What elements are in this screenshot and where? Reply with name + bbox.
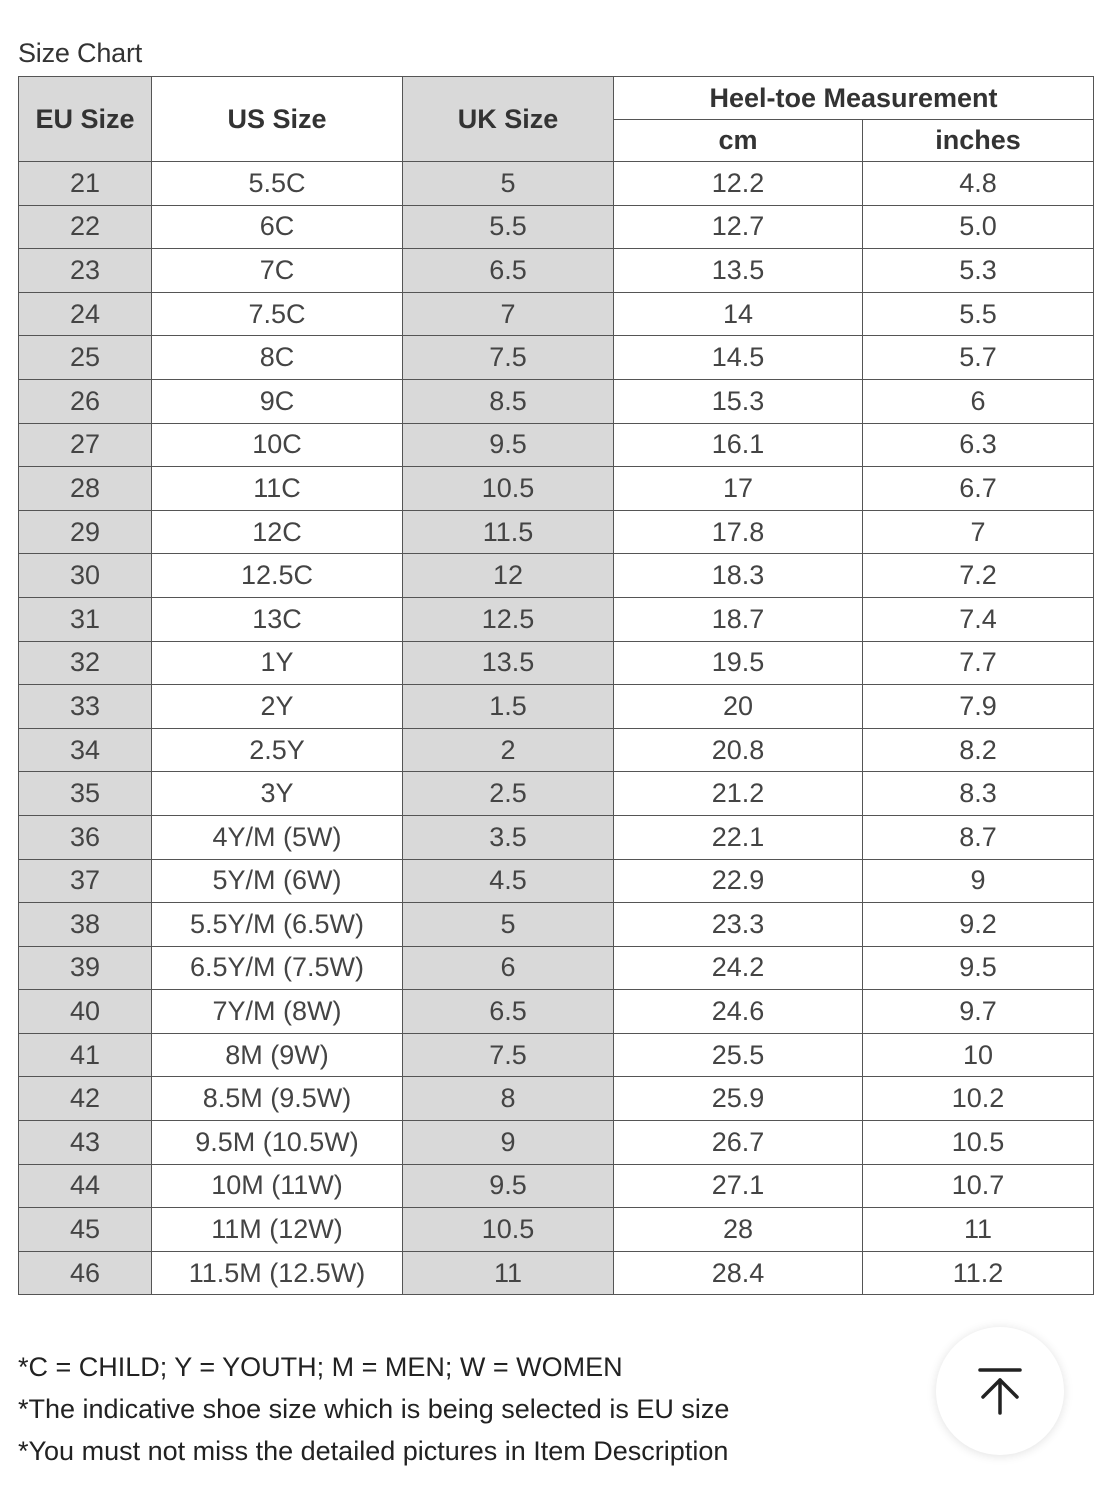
cell-uk: 9 [403, 1121, 614, 1165]
cell-us: 7.5C [152, 292, 403, 336]
note-eu-size: *The indicative shoe size which is being selected is EU size [18, 1394, 730, 1424]
cell-eu: 32 [19, 641, 152, 685]
cell-us: 13C [152, 597, 403, 641]
cell-inches: 9 [863, 859, 1094, 903]
header-eu-size: EU Size [19, 77, 152, 162]
header-cm: cm [614, 120, 863, 162]
cell-cm: 28 [614, 1208, 863, 1252]
cell-uk: 7.5 [403, 1033, 614, 1077]
cell-cm: 14.5 [614, 336, 863, 380]
table-row [19, 815, 1094, 859]
cell-eu: 22 [19, 205, 152, 249]
cell-cm: 20 [614, 685, 863, 729]
cell-eu: 33 [19, 685, 152, 729]
cell-eu: 38 [19, 903, 152, 947]
scroll-to-top-button[interactable] [936, 1327, 1064, 1455]
cell-uk: 6 [403, 946, 614, 990]
header-uk-size: UK Size [403, 77, 614, 162]
cell-cm: 23.3 [614, 903, 863, 947]
table-row [19, 1121, 1094, 1165]
cell-cm: 20.8 [614, 728, 863, 772]
note-item-description: *You must not miss the detailed pictures in Item Description [18, 1436, 729, 1466]
table-row [19, 903, 1094, 947]
cell-cm: 12.2 [614, 162, 863, 206]
cell-eu: 24 [19, 292, 152, 336]
cell-us: 2.5Y [152, 728, 403, 772]
header-us-size: US Size [152, 77, 403, 162]
cell-uk: 8 [403, 1077, 614, 1121]
cell-us: 2Y [152, 685, 403, 729]
cell-cm: 24.6 [614, 990, 863, 1034]
cell-cm: 27.1 [614, 1164, 863, 1208]
cell-cm: 15.3 [614, 379, 863, 423]
cell-us: 12.5C [152, 554, 403, 598]
cell-eu: 44 [19, 1164, 152, 1208]
table-row [19, 641, 1094, 685]
cell-cm: 25.9 [614, 1077, 863, 1121]
cell-eu: 30 [19, 554, 152, 598]
cell-inches: 8.2 [863, 728, 1094, 772]
cell-inches: 7.7 [863, 641, 1094, 685]
cell-inches: 7 [863, 510, 1094, 554]
cell-eu: 43 [19, 1121, 152, 1165]
cell-us: 4Y/M (5W) [152, 815, 403, 859]
cell-uk: 4.5 [403, 859, 614, 903]
cell-cm: 18.7 [614, 597, 863, 641]
table-row [19, 1208, 1094, 1252]
table-row [19, 336, 1094, 380]
cell-us: 3Y [152, 772, 403, 816]
table-row [19, 467, 1094, 511]
table-row [19, 859, 1094, 903]
cell-us: 6.5Y/M (7.5W) [152, 946, 403, 990]
cell-eu: 35 [19, 772, 152, 816]
cell-us: 5.5C [152, 162, 403, 206]
cell-inches: 11 [863, 1208, 1094, 1252]
cell-inches: 9.7 [863, 990, 1094, 1034]
cell-uk: 8.5 [403, 379, 614, 423]
cell-us: 5Y/M (6W) [152, 859, 403, 903]
cell-us: 1Y [152, 641, 403, 685]
cell-cm: 25.5 [614, 1033, 863, 1077]
cell-cm: 26.7 [614, 1121, 863, 1165]
cell-cm: 18.3 [614, 554, 863, 598]
cell-us: 9C [152, 379, 403, 423]
cell-eu: 36 [19, 815, 152, 859]
cell-us: 8M (9W) [152, 1033, 403, 1077]
cell-inches: 10 [863, 1033, 1094, 1077]
cell-inches: 9.2 [863, 903, 1094, 947]
size-chart-table [18, 76, 1094, 1295]
cell-cm: 12.7 [614, 205, 863, 249]
table-row [19, 510, 1094, 554]
cell-uk: 7 [403, 292, 614, 336]
cell-eu: 26 [19, 379, 152, 423]
cell-eu: 41 [19, 1033, 152, 1077]
cell-inches: 5.5 [863, 292, 1094, 336]
table-row [19, 205, 1094, 249]
cell-inches: 10.2 [863, 1077, 1094, 1121]
cell-uk: 3.5 [403, 815, 614, 859]
cell-inches: 5.3 [863, 249, 1094, 293]
cell-eu: 45 [19, 1208, 152, 1252]
cell-us: 5.5Y/M (6.5W) [152, 903, 403, 947]
cell-cm: 16.1 [614, 423, 863, 467]
cell-cm: 17.8 [614, 510, 863, 554]
table-row [19, 292, 1094, 336]
table-row [19, 249, 1094, 293]
cell-uk: 1.5 [403, 685, 614, 729]
cell-inches: 5.7 [863, 336, 1094, 380]
cell-us: 10M (11W) [152, 1164, 403, 1208]
cell-us: 7C [152, 249, 403, 293]
cell-us: 8C [152, 336, 403, 380]
cell-eu: 28 [19, 467, 152, 511]
cell-eu: 37 [19, 859, 152, 903]
table-row [19, 1251, 1094, 1295]
cell-us: 9.5M (10.5W) [152, 1121, 403, 1165]
cell-inches: 8.3 [863, 772, 1094, 816]
cell-cm: 22.1 [614, 815, 863, 859]
cell-eu: 42 [19, 1077, 152, 1121]
cell-us: 8.5M (9.5W) [152, 1077, 403, 1121]
cell-eu: 40 [19, 990, 152, 1034]
cell-uk: 7.5 [403, 336, 614, 380]
cell-uk: 11.5 [403, 510, 614, 554]
cell-uk: 5 [403, 162, 614, 206]
cell-uk: 2.5 [403, 772, 614, 816]
cell-eu: 34 [19, 728, 152, 772]
table-row [19, 1033, 1094, 1077]
cell-eu: 46 [19, 1251, 152, 1295]
cell-eu: 29 [19, 510, 152, 554]
cell-uk: 10.5 [403, 467, 614, 511]
cell-eu: 25 [19, 336, 152, 380]
cell-eu: 23 [19, 249, 152, 293]
arrow-up-to-top-icon [975, 1366, 1025, 1416]
notes [18, 1346, 729, 1472]
table-row [19, 423, 1094, 467]
cell-uk: 2 [403, 728, 614, 772]
cell-us: 11C [152, 467, 403, 511]
note-abbreviations: *C = CHILD; Y = YOUTH; M = MEN; W = WOMEN [18, 1352, 623, 1382]
cell-inches: 5.0 [863, 205, 1094, 249]
table-row [19, 379, 1094, 423]
cell-cm: 22.9 [614, 859, 863, 903]
cell-us: 7Y/M (8W) [152, 990, 403, 1034]
cell-uk: 5.5 [403, 205, 614, 249]
table-row [19, 990, 1094, 1034]
cell-inches: 11.2 [863, 1251, 1094, 1295]
cell-us: 11.5M (12.5W) [152, 1251, 403, 1295]
header-inches: inches [863, 120, 1094, 162]
cell-cm: 14 [614, 292, 863, 336]
cell-cm: 17 [614, 467, 863, 511]
table-row [19, 946, 1094, 990]
cell-us: 10C [152, 423, 403, 467]
header-heel-toe-measurement: Heel-toe Measurement [614, 77, 1094, 120]
cell-cm: 13.5 [614, 249, 863, 293]
cell-us: 12C [152, 510, 403, 554]
table-row [19, 597, 1094, 641]
cell-us: 6C [152, 205, 403, 249]
table-row [19, 772, 1094, 816]
cell-uk: 6.5 [403, 990, 614, 1034]
cell-inches: 10.7 [863, 1164, 1094, 1208]
cell-us: 11M (12W) [152, 1208, 403, 1252]
table-row [19, 728, 1094, 772]
cell-cm: 19.5 [614, 641, 863, 685]
cell-eu: 31 [19, 597, 152, 641]
cell-inches: 7.2 [863, 554, 1094, 598]
cell-uk: 13.5 [403, 641, 614, 685]
cell-inches: 6.7 [863, 467, 1094, 511]
cell-eu: 39 [19, 946, 152, 990]
table-row [19, 162, 1094, 206]
cell-eu: 21 [19, 162, 152, 206]
cell-uk: 6.5 [403, 249, 614, 293]
cell-inches: 7.4 [863, 597, 1094, 641]
cell-cm: 24.2 [614, 946, 863, 990]
cell-uk: 5 [403, 903, 614, 947]
cell-uk: 11 [403, 1251, 614, 1295]
cell-inches: 7.9 [863, 685, 1094, 729]
table-row [19, 1077, 1094, 1121]
cell-uk: 10.5 [403, 1208, 614, 1252]
cell-inches: 6.3 [863, 423, 1094, 467]
cell-uk: 12.5 [403, 597, 614, 641]
cell-cm: 21.2 [614, 772, 863, 816]
cell-inches: 8.7 [863, 815, 1094, 859]
table-row [19, 685, 1094, 729]
table-row [19, 1164, 1094, 1208]
cell-inches: 4.8 [863, 162, 1094, 206]
table-row [19, 554, 1094, 598]
cell-inches: 9.5 [863, 946, 1094, 990]
cell-inches: 10.5 [863, 1121, 1094, 1165]
page-title: Size Chart [18, 38, 143, 68]
cell-eu: 27 [19, 423, 152, 467]
size-table-body [19, 162, 1094, 1295]
cell-inches: 6 [863, 379, 1094, 423]
cell-cm: 28.4 [614, 1251, 863, 1295]
cell-uk: 9.5 [403, 1164, 614, 1208]
cell-uk: 9.5 [403, 423, 614, 467]
cell-uk: 12 [403, 554, 614, 598]
